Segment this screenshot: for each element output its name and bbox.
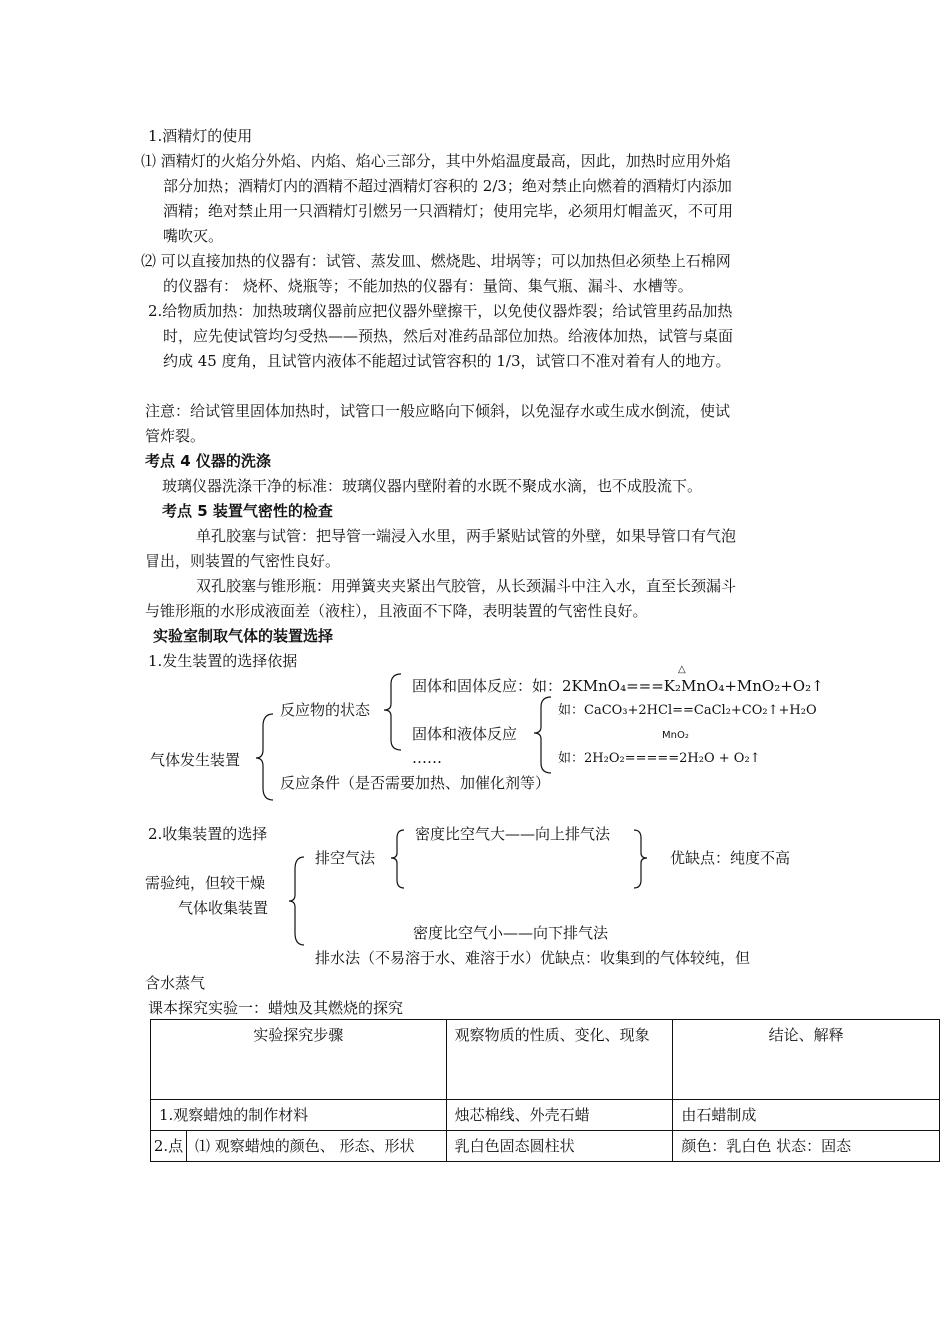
water-method-cont: 含水蒸气 <box>145 974 206 992</box>
air-method-pros-cons: 优缺点：纯度不高 <box>670 849 791 867</box>
section1-p1-line4: 嘴吹灭。 <box>163 227 224 245</box>
catalyst-mno2: MnO₂ <box>662 730 689 741</box>
solid-liquid-brace <box>533 695 553 775</box>
header-conclusion: 结论、解释 <box>673 1020 940 1100</box>
generator-root-brace <box>255 712 275 802</box>
section1-p2-line1: ⑵ 可以直接加热的仪器有：试管、蒸发皿、燃烧匙、坩埚等；可以加热但必须垫上石棉网 <box>141 252 731 270</box>
section2-line1: 2.给物质加热：加热玻璃仪器前应把仪器外壁擦干，以免使仪器炸裂；给试管里药品加热 <box>148 302 733 320</box>
table-header-row <box>151 1020 940 1100</box>
air-method-left-brace <box>390 828 406 890</box>
equation-caco3: 如：CaCO₃+2HCl==CaCl₂+CO₂↑+H₂O <box>558 703 817 718</box>
kaodian5-p1-line1: 单孔胶塞与试管：把导管一端浸入水里，两手紧贴试管的外壁，如果导管口有气泡 <box>196 527 737 545</box>
section1-p2-line2: 的仪器有： 烧杯、烧瓶等；不能加热的仪器有：量筒、集气瓶、漏斗、水槽等。 <box>163 277 693 295</box>
note-line2: 管炸裂。 <box>145 427 206 445</box>
generator-state-brace <box>383 672 403 752</box>
gas-heading: 实验室制取气体的装置选择 <box>153 627 334 645</box>
air-method-pros-cons-cont: 需验纯，但较干燥 <box>145 874 266 892</box>
kaodian5-p2-line2: 与锥形瓶的水形成液面差（液柱），且液面不下降，表明装置的气密性良好。 <box>145 602 648 620</box>
table-row <box>151 1131 940 1162</box>
table-row <box>151 1100 940 1131</box>
air-method-right-brace <box>632 828 648 890</box>
collection-root: 气体收集装置 <box>178 899 269 917</box>
solid-liquid-reaction: 固体和液体反应 <box>412 725 518 743</box>
section2-line3: 约成 45 度角，且试管内液体不能超过试管容积的 1/3，试管口不准对着有人的地方。 <box>163 352 731 370</box>
equation-h2o2: 如：2H₂O₂=====2H₂O + O₂↑ <box>558 751 761 766</box>
collection-upward: 密度比空气大——向上排气法 <box>415 825 611 843</box>
row2-step-number: 2.点 <box>151 1131 187 1162</box>
kaodian5-p1-line2: 冒出，则装置的气密性良好。 <box>145 552 341 570</box>
experiment-title: 课本探究实验一：蜡烛及其燃烧的探究 <box>148 999 404 1017</box>
section1-p1-line1: ⑴ 酒精灯的火焰分外焰、内焰、焰心三部分，其中外焰温度最高，因此，加热时应用外焰 <box>141 152 731 170</box>
generator-state-label: 反应物的状态 <box>280 701 371 719</box>
generator-root: 气体发生装置 <box>150 751 241 769</box>
solid-solid-reaction: 固体和固体反应：如：2KMnO₄===K₂MnO₄+MnO₂+O₂↑ <box>412 677 824 695</box>
heat-triangle-mark: △ <box>678 664 686 675</box>
row2-observation: 乳白色固态圆柱状 <box>446 1131 673 1162</box>
collection-title: 2.收集装置的选择 <box>148 825 268 843</box>
kaodian4-text: 玻璃仪器洗涤干净的标准：玻璃仪器内壁附着的水既不聚成水滴，也不成股流下。 <box>162 477 703 495</box>
row1-step: 1.观察蜡烛的制作材料 <box>151 1100 447 1131</box>
kaodian4-heading: 考点 4 仪器的洗涤 <box>145 452 271 470</box>
section2-line2: 时，应先使试管均匀受热——预热，然后对准药品部位加热。给液体加热，试管与桌面 <box>163 327 734 345</box>
experiment-table <box>150 1019 940 1162</box>
collection-downward: 密度比空气小——向下排气法 <box>413 924 609 942</box>
collection-root-brace <box>288 855 306 947</box>
row2-conclusion: 颜色：乳白色 状态：固态 <box>673 1131 940 1162</box>
section1-p1-line3: 酒精；绝对禁止用一只酒精灯引燃另一只酒精灯；使用完毕，必须用灯帽盖灭，不可用 <box>163 202 734 220</box>
collection-air-method: 排空气法 <box>315 849 376 867</box>
generator-condition: 反应条件（是否需要加热、加催化剂等） <box>280 774 551 792</box>
row1-observation: 烛芯棉线、外壳石蜡 <box>446 1100 673 1131</box>
header-steps: 实验探究步骤 <box>151 1020 447 1100</box>
kaodian5-p2-line1: 双孔胶塞与锥形瓶：用弹簧夹夹紧出气胶管，从长颈漏斗中注入水，直至长颈漏斗 <box>196 577 737 595</box>
generator-ellipsis: …… <box>412 749 442 767</box>
row1-conclusion: 由石蜡制成 <box>673 1100 940 1131</box>
section1-p1-line2: 部分加热；酒精灯内的酒精不超过酒精灯容积的 2/3；绝对禁止向燃着的酒精灯内添加 <box>163 177 732 195</box>
section1-title: 1.酒精灯的使用 <box>148 127 253 145</box>
header-observation: 观察物质的性质、变化、现象 <box>446 1020 673 1100</box>
generator-title: 1.发生装置的选择依据 <box>148 652 298 670</box>
note-line1: 注意：给试管里固体加热时，试管口一般应略向下倾斜，以免湿存水或生成水倒流，使试 <box>145 402 731 420</box>
row2-step: ⑴ 观察蜡烛的颜色、 形态、形状 <box>186 1131 446 1162</box>
collection-water-method: 排水法（不易溶于水、难溶于水）优缺点：收集到的气体较纯，但 <box>315 949 751 967</box>
kaodian5-heading: 考点 5 装置气密性的检查 <box>162 502 333 520</box>
